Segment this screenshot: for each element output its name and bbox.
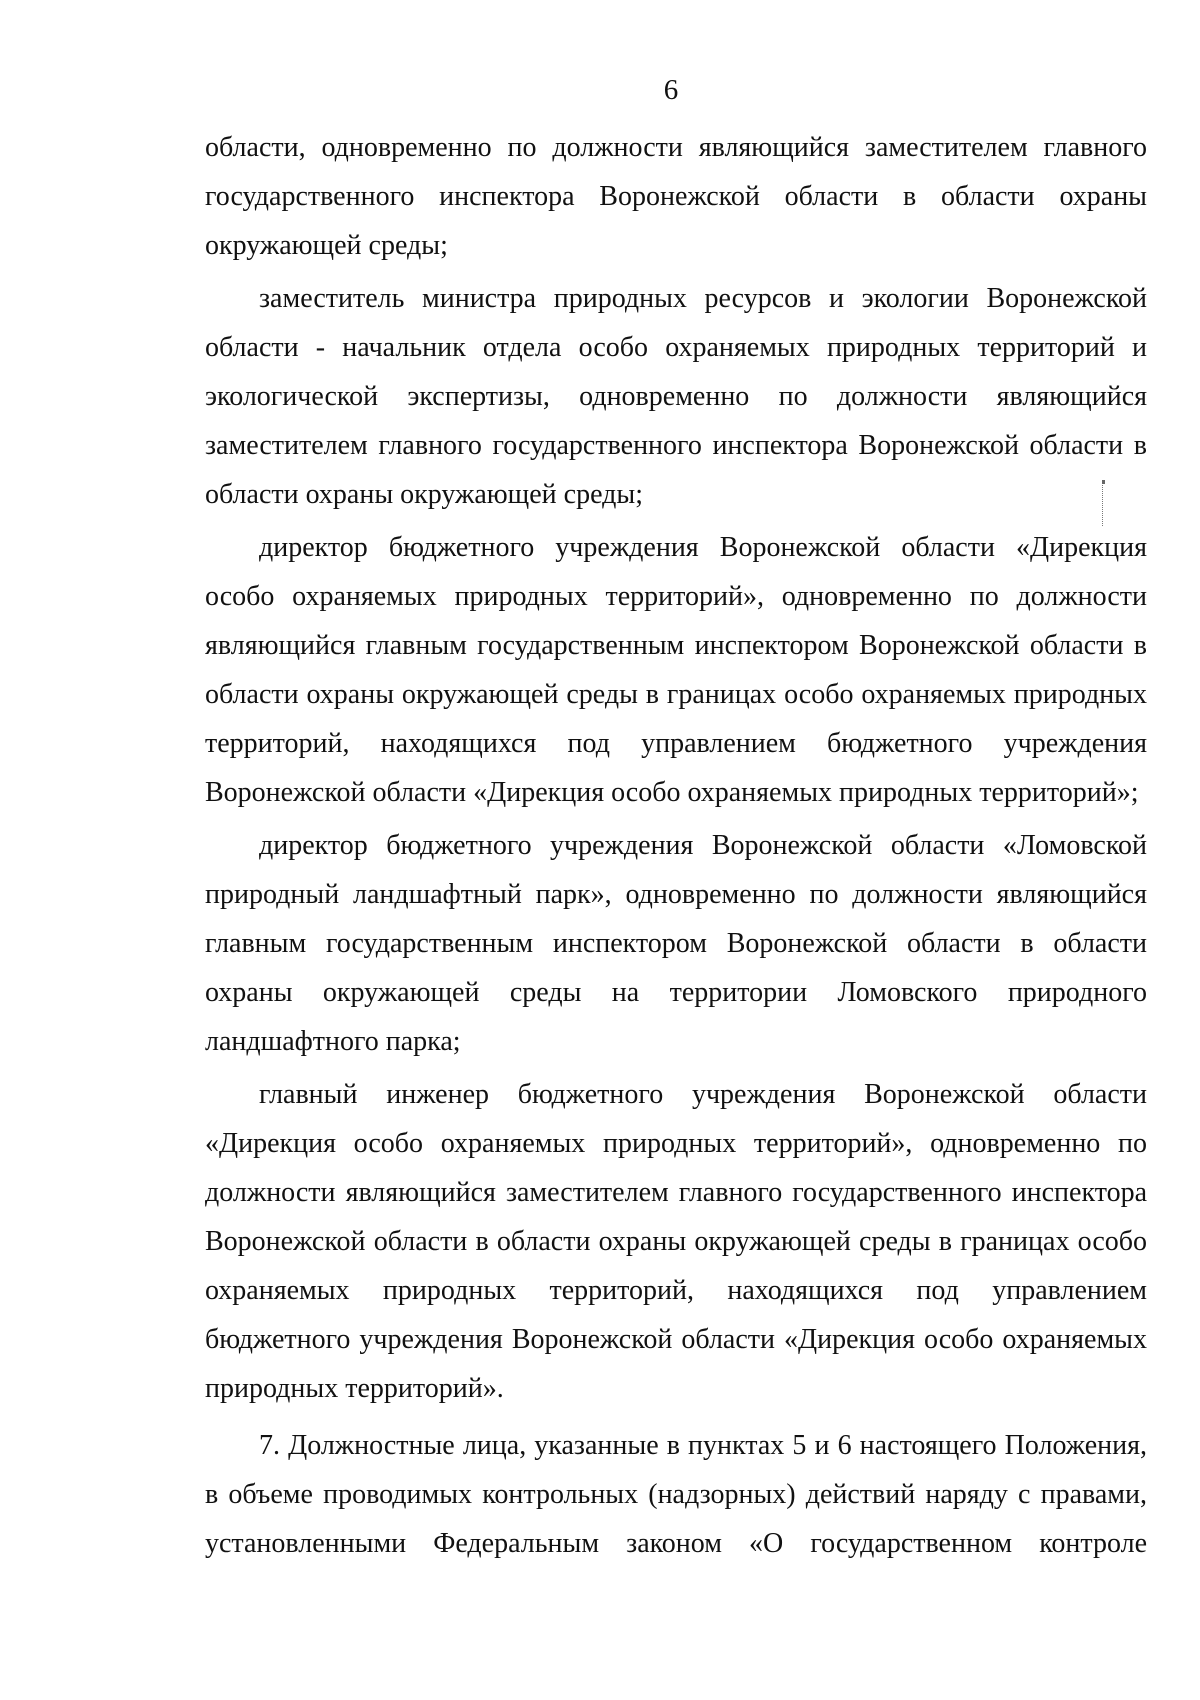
scan-artifact-mark — [1102, 482, 1105, 526]
page-number: 6 — [663, 74, 679, 106]
document-body — [205, 123, 1147, 1572]
paragraph-continuation: области, одновременно по должности являющийся заместителем главного государственного инспектора Воронежской области в области охраны окружающей среды; — [205, 132, 1147, 261]
paragraph-chief-engineer: главный инженер бюджетного учреждения Воронежской области «Дирекция особо охраняемых природных территорий», одновременно по должности являющийся заместителем главного государственного инспектора Воронежской области в области охраны окружающей среды в границах особо охраняемых природных территорий, находящихся под управлением бюджетного учреждения Воронежской области «Дирекция особо охраняемых природных территорий». — [205, 1079, 1147, 1404]
paragraph-director-lomovskoy-park: директор бюджетного учреждения Воронежской области «Ломовской природный ландшафтный парк», одновременно по должности являющийся главным государственным инспектором Воронежской области в области охраны окружающей среды на территории Ломовского природного ландшафтного парка; — [205, 830, 1147, 1057]
paragraph-item-7: 7. Должностные лица, указанные в пунктах 5 и 6 настоящего Положения, в объеме проводимых контрольных (надзорных) действий наряду с правами, установленными Федеральным законом «О государственном контроле — [205, 1430, 1147, 1559]
paragraph-director-directorate: директор бюджетного учреждения Воронежской области «Дирекция особо охраняемых природных территорий», одновременно по должности являющийся главным государственным инспектором Воронежской области в области охраны окружающей среды в границах особо охраняемых природных территорий, находящихся под управлением бюджетного учреждения Воронежской области «Дирекция особо охраняемых природных территорий»; — [205, 532, 1147, 808]
paragraph-deputy-minister: заместитель министра природных ресурсов и экологии Воронежской области - начальник отдела особо охраняемых природных территорий и экологической экспертизы, одновременно по должности являющийся заместителем главного государственного инспектора Воронежской области в области охраны окружающей среды; — [205, 283, 1147, 510]
